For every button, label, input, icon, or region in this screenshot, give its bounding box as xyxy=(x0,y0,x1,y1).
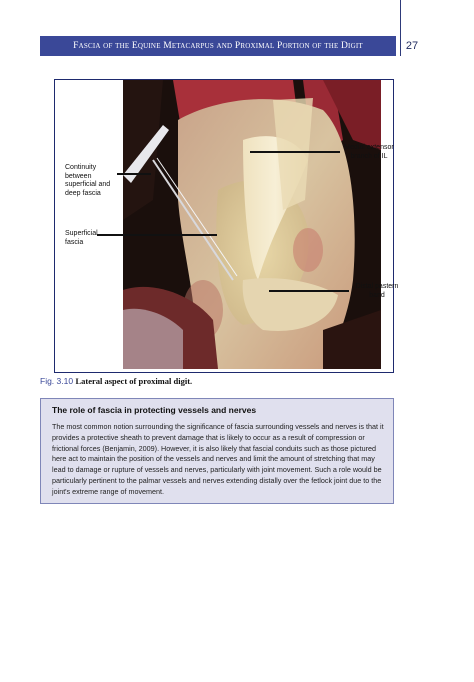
running-header xyxy=(40,36,396,56)
figure-frame xyxy=(54,79,399,373)
running-title: Fascia of the Equine Metacarpus and Proximal Portion of the Digit xyxy=(73,41,363,51)
figure-caption-text: Lateral aspect of proximal digit. xyxy=(75,376,193,386)
leader-line-medial-extensor xyxy=(250,151,340,153)
page-number: 27 xyxy=(405,40,419,52)
figure-caption xyxy=(40,376,192,386)
figure-number: Fig. 3.10 xyxy=(40,376,74,386)
info-box-title: The role of fascia in protecting vessels and nerves xyxy=(52,405,257,415)
label-superficial-fascia: Superficial fascia xyxy=(65,230,98,246)
page-edge-line xyxy=(400,0,401,36)
page-number-box xyxy=(400,36,423,56)
dissection-photo xyxy=(123,80,381,369)
leader-line-distal-pastern xyxy=(269,290,349,292)
info-box-body: The most common notion surrounding the significance of fascia surrounding vessels and nerves is that it provides a protective sheath to prevent damage that is likely to occur as a result of compression or frictional forces (Benjamin, 2009). However, it is also likely that fascial conduits such as those pictured here act to maintain the position of the vessels and nerves and limit the amount of stretching that may lead to damage or rupture of vessels and nerves, particularly with joint movement. Such a role would be particularly pertinent to the palmar vessels and nerves extending distally over the fetlock joint due to the joint's extreme range of movement. xyxy=(52,422,384,496)
label-continuity: Continuity between superficial and deep fascia xyxy=(65,164,111,197)
label-medial-extensor: Medial extensor branch of IL xyxy=(344,144,394,160)
label-distal-pastern: Distal pastern band xyxy=(355,283,399,299)
info-box xyxy=(40,398,394,504)
